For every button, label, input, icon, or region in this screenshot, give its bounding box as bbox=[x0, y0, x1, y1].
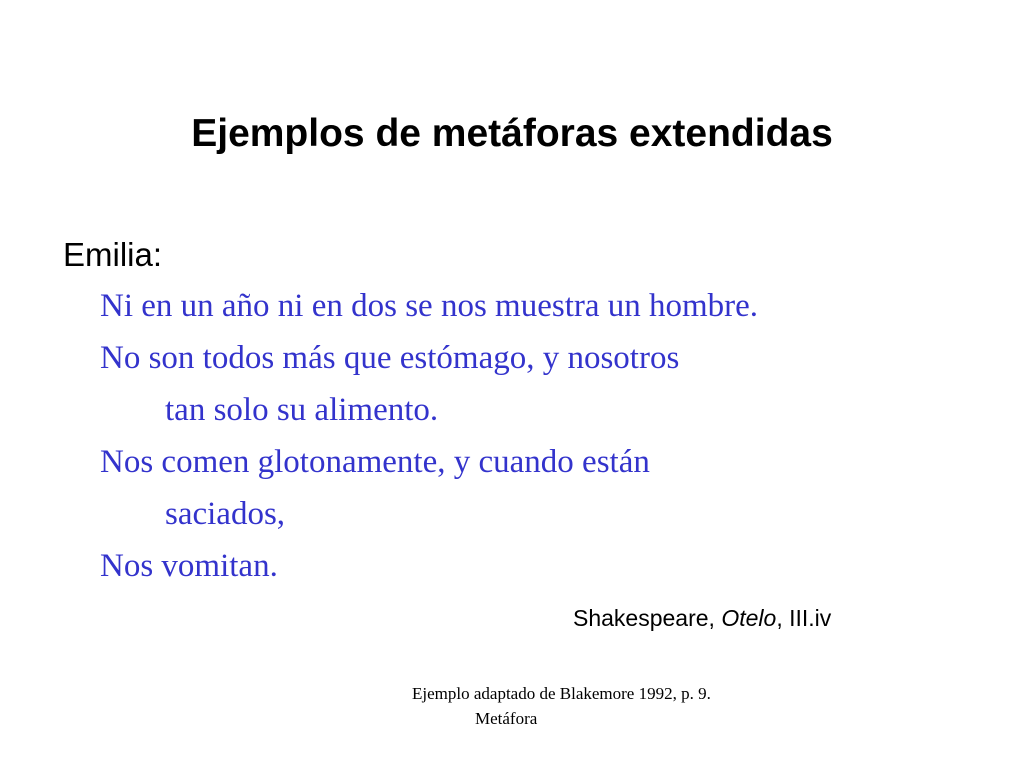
slide-footer: Metáfora bbox=[475, 709, 538, 728]
attribution-reference: , III.iv bbox=[776, 605, 832, 631]
verse-line: tan solo su alimento. bbox=[165, 392, 439, 428]
verse-line: Ni en un año ni en dos se nos muestra un hombre. bbox=[100, 288, 759, 324]
source-note: Ejemplo adaptado de Blakemore 1992, p. 9. bbox=[412, 684, 711, 703]
verse-line: Nos comen glotonamente, y cuando están bbox=[100, 444, 650, 480]
verse-line: No son todos más que estómago, y nosotros bbox=[100, 340, 680, 376]
verse-line: Nos vomitan. bbox=[100, 548, 278, 584]
attribution-author: Shakespeare, bbox=[573, 605, 722, 631]
speaker-label: Emilia: bbox=[63, 236, 163, 273]
attribution-work: Otelo bbox=[721, 605, 777, 631]
slide-title: Ejemplos de metáforas extendidas bbox=[191, 112, 833, 155]
quote-attribution bbox=[573, 603, 831, 633]
verse-line: saciados, bbox=[165, 496, 286, 532]
